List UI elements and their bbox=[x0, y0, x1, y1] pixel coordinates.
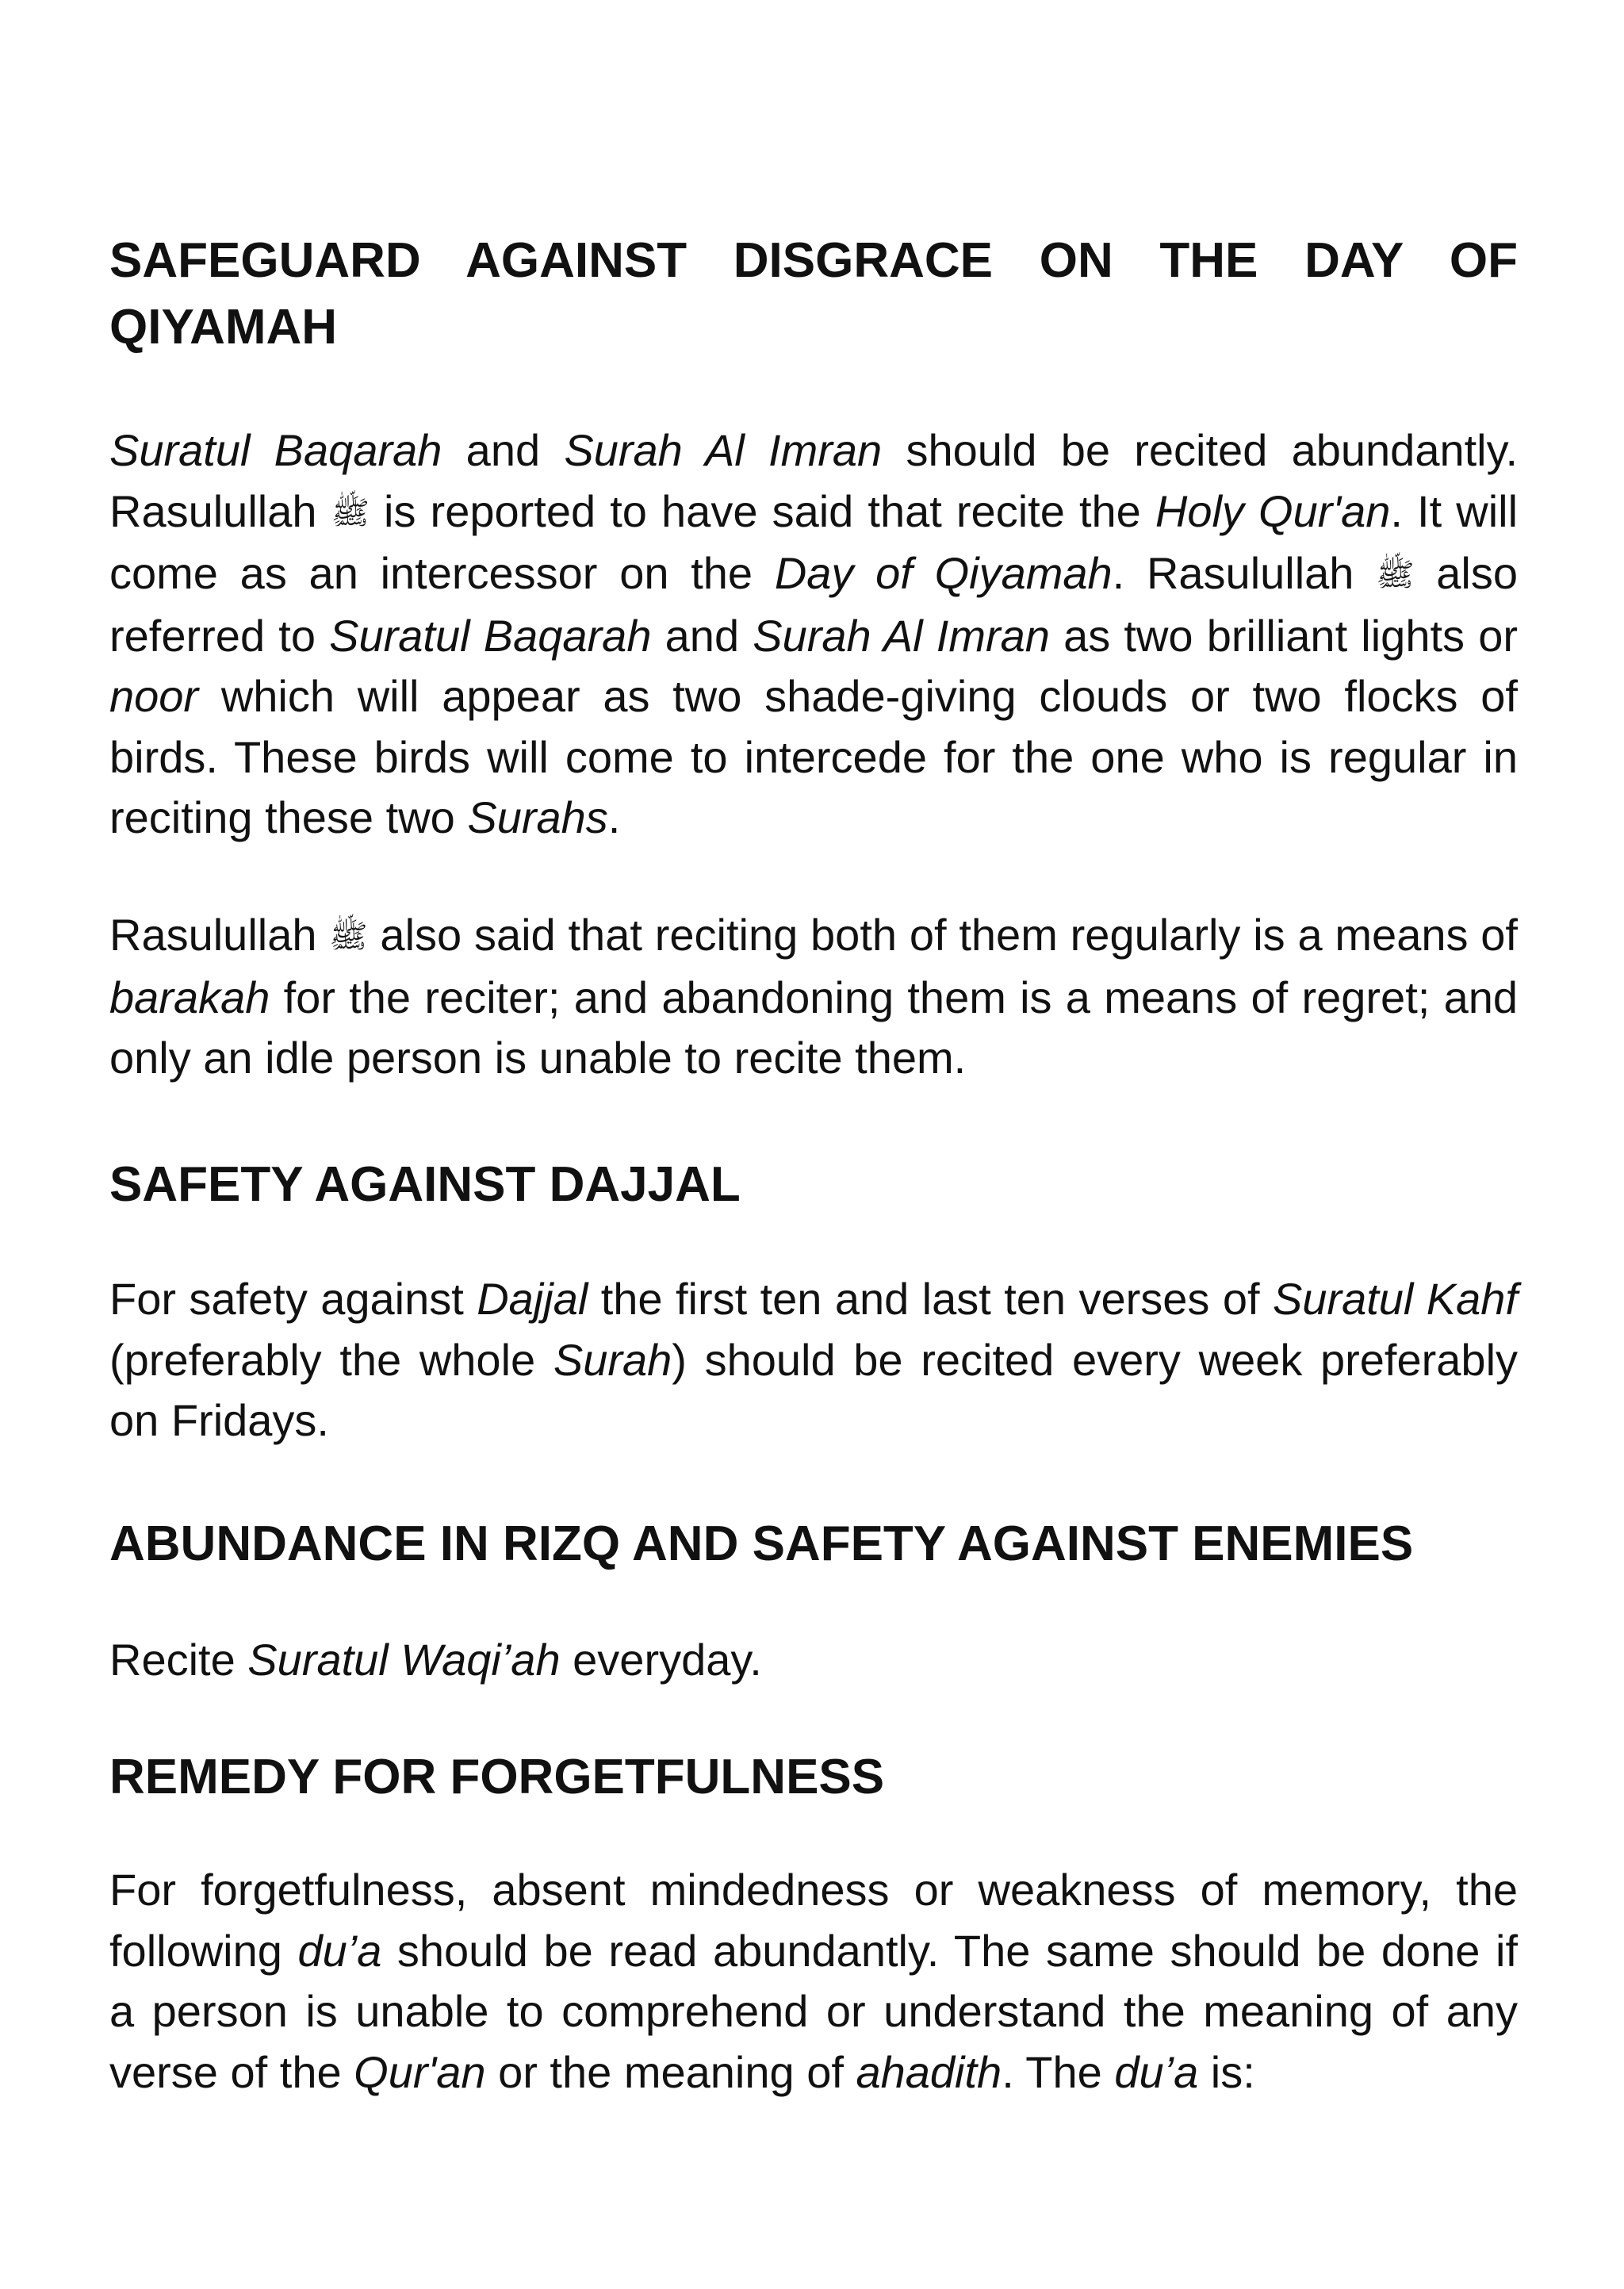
paragraph-rizq: Recite Suratul Waqi’ah everyday. bbox=[109, 1635, 762, 1685]
paragraph-qiyamah-2: Rasulullah ﷺ also said that reciting both of them regularly is a means of barakah for the reciter; and abandoning them is a means of regret; and only an idle person is unable to recite them. bbox=[109, 910, 1518, 1083]
paragraph-qiyamah-1: Suratul Baqarah and Surah Al Imran should be recited abundantly. Rasulullah ﷺ is reported to have said that recite the Holy Qur'an. It will come as an intercessor on the Day of Qiyamah. Rasulullah ﷺ also referred to Suratul Baqarah and Surah Al Imran as two brilliant lights or noor which will appear as two shade-giving clouds or two flocks of birds. These birds will come to intercede for the one who is regular in reciting these two Surahs. bbox=[109, 425, 1519, 842]
heading-qiyamah: SAFEGUARD AGAINST DISGRACE ON THE DAY OF QIYAMAH bbox=[109, 233, 1518, 355]
paragraph-forgetfulness: For forgetfulness, absent mindedness or weakness of memory, the following du’a should be read abundantly. The same should be done if a person is unable to comprehend or understand the meaning of any verse of the Qur'an or the meaning of ahadith. The du’a is: bbox=[109, 1865, 1519, 2097]
heading-dajjal: SAFETY AGAINST DAJJAL bbox=[109, 1157, 741, 1212]
salutation-icon: ﷺ bbox=[329, 919, 368, 954]
heading-rizq: ABUNDANCE IN RIZQ AND SAFETY AGAINST ENEMIES bbox=[109, 1516, 1414, 1571]
salutation-icon: ﷺ bbox=[1376, 558, 1415, 592]
heading-forgetfulness: REMEDY FOR FORGETFULNESS bbox=[109, 1750, 885, 1804]
paragraph-dajjal: For safety against Dajjal the first ten and last ten verses of Suratul Kahf (preferably the whole Surah) should be recited every week preferably on Fridays. bbox=[109, 1274, 1519, 1445]
salutation-icon: ﷺ bbox=[331, 495, 370, 531]
